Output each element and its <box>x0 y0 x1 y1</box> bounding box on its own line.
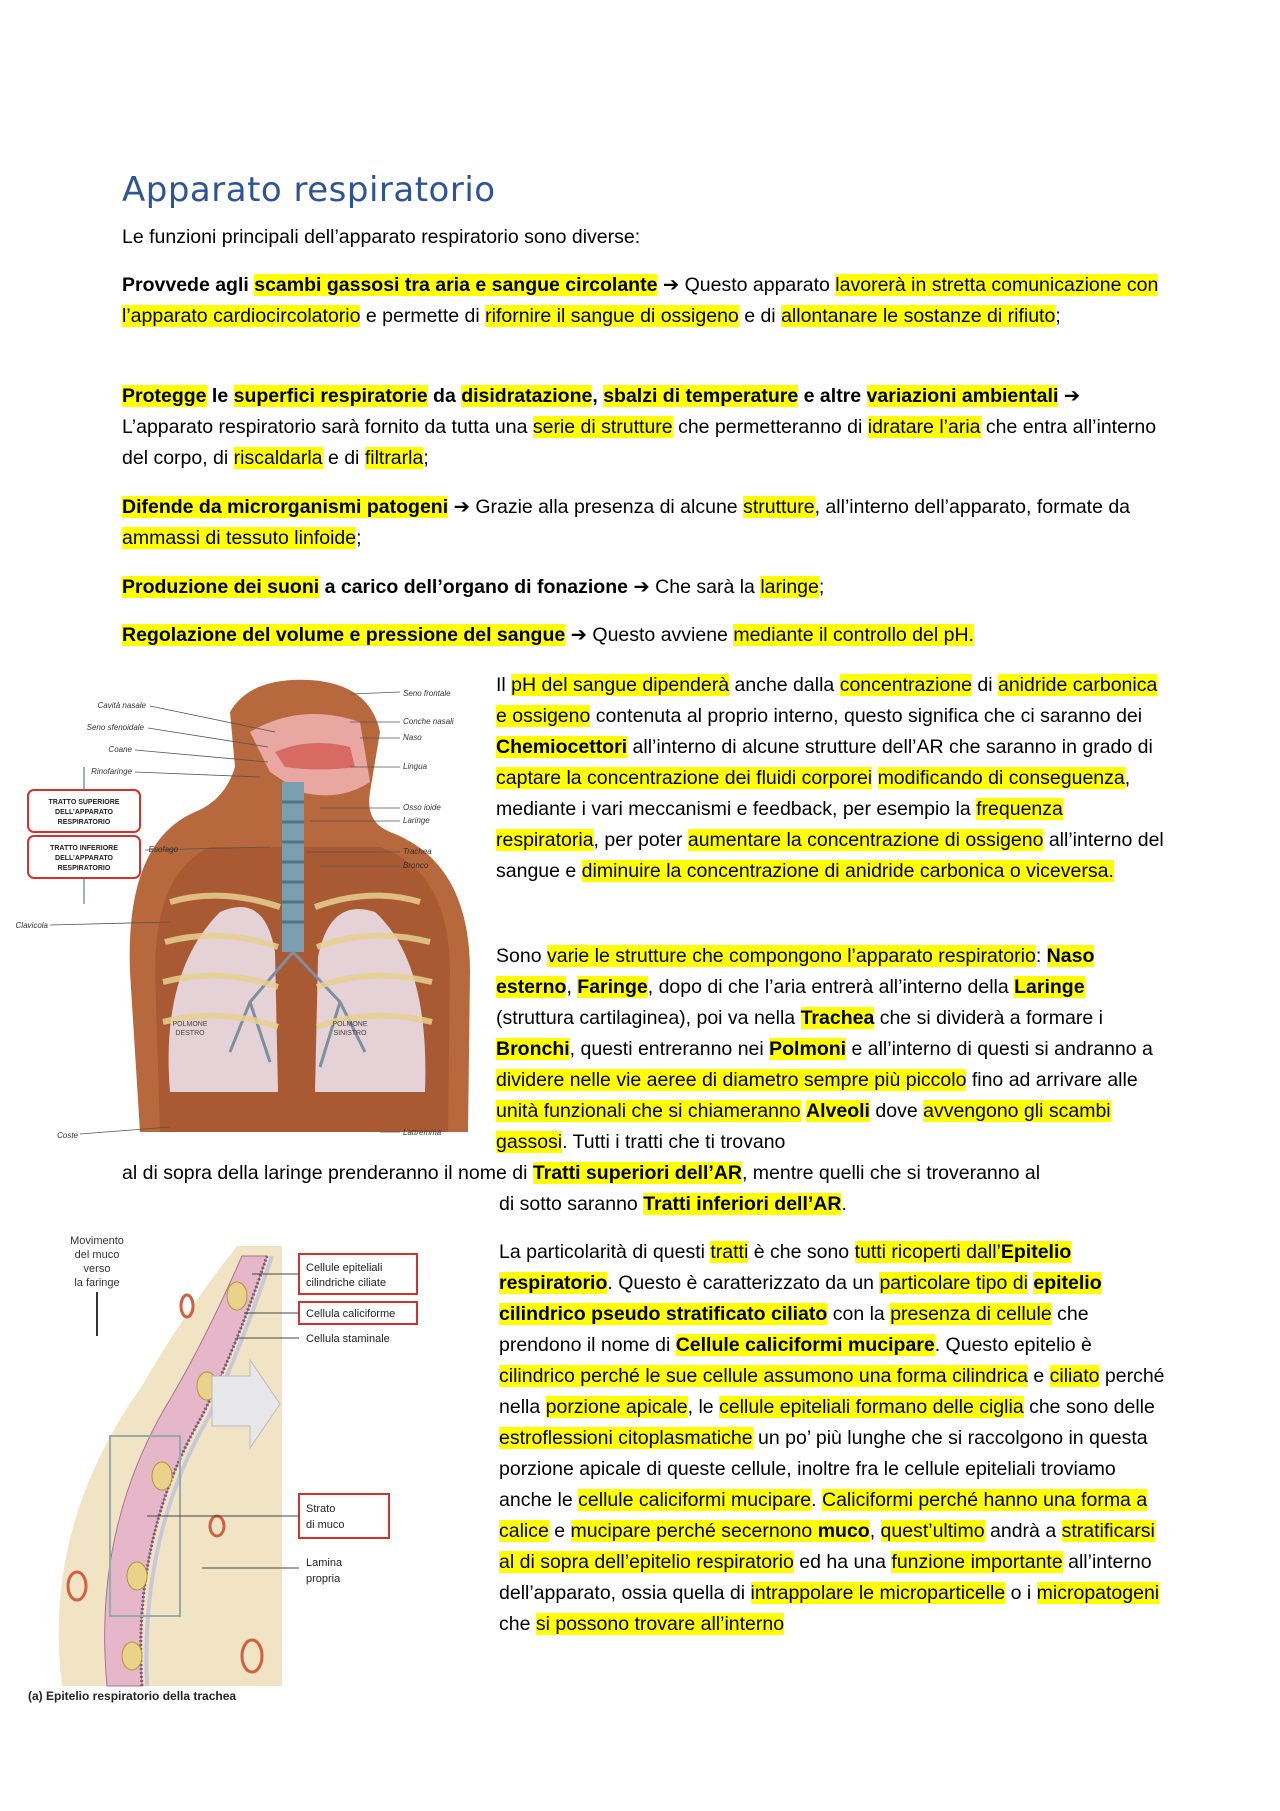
label-trachea: Trachea <box>403 847 432 856</box>
respiratory-epithelium-illustration <box>22 1226 492 1706</box>
movement-label-2: del muco <box>74 1249 120 1261</box>
figure-caption: (a) Epitelio respiratorio della trachea <box>28 1689 237 1703</box>
movement-label-3: verso <box>83 1263 111 1275</box>
label-ciliated-cells-1: Cellule epiteliali <box>306 1262 383 1274</box>
label-left-lung-2: SINISTRO <box>333 1030 367 1037</box>
label-choanae: Coane <box>108 745 132 754</box>
paragraph-epithelium: La particolarità di questi tratti è che sono tutti ricoperti dall’Epitelio respiratorio. Questo è caratterizzato da un particolare tipo di epitelio cilindrico pseudo stratificato ciliato con la presenza di cellule che prendono il nome di Cellule caliciformi mucipare. Questo epitelio è cilindrico perché le sue cellule assumono una forma cilindrica e ciliato perché nella porzione apicale, le cellule epiteliali formano delle ciglia che sono delle estroflessioni citoplasmatiche un po’ più lunghe che si raccolgono in questa porzione apicale di queste cellule, inoltre fra le cellule epiteliali troviamo anche le cellule caliciformi mucipare. Caliciformi perché hanno una forma a calice e mucipare perché secernono muco, quest’ultimo andrà a stratificarsi al di sopra dell’epitelio respiratorio ed ha una funzione importante all’interno dell’apparato, ossia quella di intrappolare le microparticelle o i micropatogeni che si possono trovare all’interno <box>499 1241 1165 1635</box>
label-ciliated-cells-2: cilindriche ciliate <box>306 1277 387 1289</box>
label-nasal-cavity: Cavità nasale <box>97 701 146 710</box>
label-right-lung-1: POLMONE <box>172 1021 208 1028</box>
upper-tract-label-2: DELL’APPARATO <box>55 809 113 816</box>
paragraph-structures-continued: al di sopra della laringe prenderanno il nome di Tratti superiori dell’AR, mentre quelli che si troveranno al <box>122 1162 1041 1184</box>
respiratory-system-figure <box>15 672 490 1142</box>
label-goblet-cell: Cellula caliciforme <box>306 1308 396 1320</box>
lower-tract-label-2: DELL’APPARATO <box>55 855 113 862</box>
paragraph-sounds: Produzione dei suoni a carico dell’organo di fonazione ➔ Che sarà la laringe; <box>122 576 825 598</box>
label-lamina-propria-2: propria <box>306 1573 341 1585</box>
label-sphenoid-sinus: Seno sfenoidale <box>86 723 144 732</box>
label-bronchus: Bronco <box>403 861 429 870</box>
epithelium-figure <box>22 1226 492 1706</box>
paragraph-regulation: Regolazione del volume e pressione del sangue ➔ Questo avviene mediante il controllo del pH. <box>122 624 974 646</box>
label-larynx: Laringe <box>403 816 430 825</box>
label-nose: Naso <box>403 733 422 742</box>
lower-tract-label-1: TRATTO INFERIORE <box>50 845 118 852</box>
label-nasal-conchae: Conche nasali <box>403 717 454 726</box>
label-mucus-layer-2: di muco <box>306 1519 345 1531</box>
label-lamina-propria-1: Lamina <box>306 1557 343 1569</box>
upper-tract-label-3: RESPIRATORIO <box>57 819 111 826</box>
label-right-lung-2: DESTRO <box>175 1030 205 1037</box>
label-clavicle: Clavicola <box>15 921 48 930</box>
movement-label-1: Movimento <box>70 1235 124 1247</box>
paragraph-protection: Protegge le superfici respiratorie da disidratazione, sbalzi di temperature e altre variazioni ambientali ➔ L’apparato respiratorio sarà fornito da tutta una serie di strutture che permetteranno di idratare l’aria che entra all’interno del corpo, di riscaldarla e di filtrarla; <box>122 385 1157 469</box>
label-ribs: Coste <box>57 1131 78 1140</box>
upper-tract-label-1: TRATTO SUPERIORE <box>48 799 120 806</box>
lower-tract-label-3: RESPIRATORIO <box>57 865 111 872</box>
label-frontal-sinus: Seno frontale <box>403 689 451 698</box>
page-title: Apparato respiratorio <box>122 170 496 210</box>
paragraph-defense: Difende da microrganismi patogeni ➔ Grazie alla presenza di alcune strutture, all’interno dell’apparato, formate da ammassi di tessuto linfoide; <box>122 496 1131 549</box>
label-diaphragm: Lattremma <box>403 1128 442 1137</box>
label-hyoid-bone: Osso ioide <box>403 803 441 812</box>
intro-text: Le funzioni principali dell’apparato respiratorio sono diverse: <box>122 226 641 248</box>
label-nasopharynx: Rinofaringe <box>91 767 132 776</box>
movement-label-4: la faringe <box>74 1277 120 1289</box>
paragraph-ph: Il pH del sangue dipenderà anche dalla concentrazione di anidride carbonica e ossigeno contenuta al proprio interno, questo significa che ci saranno dei Chemiocettori all’interno di alcune strutture dell’AR che saranno in grado di captare la concentrazione dei fluidi corporei modificando di conseguenza, mediante i vari meccanismi e feedback, per esempio la frequenza respiratoria, per poter aumentare la concentrazione di ossigeno all’interno del sangue e diminuire la concentrazione di anidride carbonica o viceversa. <box>496 674 1164 882</box>
label-esophagus: Esofago <box>148 845 178 854</box>
paragraph-structures-end: di sotto saranno Tratti inferiori dell’AR. <box>499 1193 847 1215</box>
paragraph-gas-exchange: Provvede agli scambi gassosi tra aria e sangue circolante ➔ Questo apparato lavorerà in stretta comunicazione con l’apparato cardiocircolatorio e permette di rifornire il sangue di ossigeno e di allontanare le sostanze di rifiuto; <box>122 274 1159 327</box>
label-tongue: Lingua <box>403 762 428 771</box>
label-mucus-layer-1: Strato <box>306 1503 336 1515</box>
label-left-lung-1: POLMONE <box>332 1021 368 1028</box>
paragraph-structures: Sono varie le strutture che compongono l’apparato respiratorio: Naso esterno, Faringe, dopo di che l’aria entrerà all’interno della Laringe (struttura cartilaginea), poi va nella Trachea che si dividerà a formare i Bronchi, questi entreranno nei Polmoni e all’interno di questi si andranno a dividere nelle vie aeree di diametro sempre più piccolo fino ad arrivare alle unità funzionali che si chiameranno Alveoli dove avvengono gli scambi gassosi. Tutti i tratti che ti trovano <box>496 945 1153 1153</box>
respiratory-anatomy-illustration <box>15 672 490 1142</box>
label-stem-cell: Cellula staminale <box>306 1333 390 1345</box>
